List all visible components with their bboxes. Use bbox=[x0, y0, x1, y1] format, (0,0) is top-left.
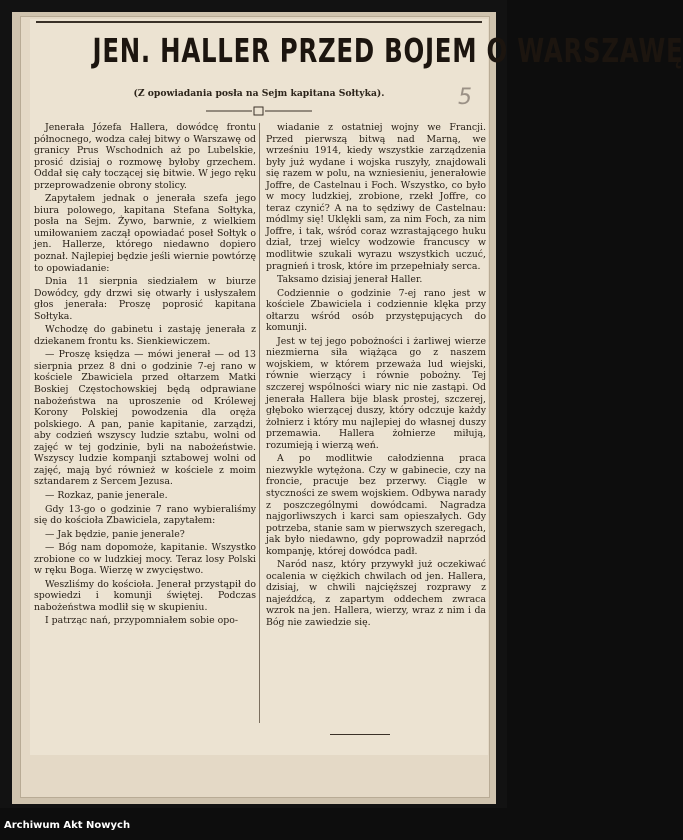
article-paragraph: A po modlitwie całodzienna praca niezwykle wytężona. Czy w gabinecie, czy na froncie, pracuje bez przerwy. Ciągle w styczności ze swem wojskiem. Odbywa narady z poszczególnymi dowódcami. Nagradza najgorliwszych i karci sam opieszałych. Gdy potrzeba, stanie sam w pierwszych szeregach, jak było niedawno, gdy poprowadził naprzód kompanję, której dowódca padł. bbox=[266, 453, 486, 557]
article-paragraph: — Jak będzie, panie jenerale? bbox=[45, 528, 185, 540]
article-paragraph: Codziennie o godzinie 7-ej rano jest w kościele Zbawiciela i codziennie klęka przy ołtarzu wśród osób przystępujących do komunji. bbox=[266, 287, 486, 334]
article-paragraph: — Rozkaz, panie jenerale. bbox=[45, 489, 168, 501]
article-paragraph: Gdy 13-go o godzinie 7 rano wybieraliśmy się do kościoła Zbawiciela, zapytałem: bbox=[34, 503, 256, 527]
archive-footer bbox=[0, 808, 507, 840]
column-divider bbox=[259, 123, 260, 723]
archive-label: Archiwum Akt Nowych bbox=[4, 820, 131, 831]
article-paragraph: Naród nasz, który przywykł już oczekiwać ocalenia w ciężkich chwilach od jen. Hallera, dzisiaj, w chwili najcięższej rozprawy z najeźdźcą, z zapartym oddechem zwraca wzrok na jen. Hallera, wierzy, wraz z nim i da Bóg nie zawiedzie się. bbox=[266, 559, 486, 628]
end-rule bbox=[330, 734, 390, 735]
article-paragraph: Dnia 11 sierpnia siedziałem w biurze Dowódcy, gdy drzwi się otwarły i usłyszałem głos jenerała: Proszę poprosić kapitana Sołtyka. bbox=[34, 276, 256, 322]
article-column-left bbox=[34, 122, 256, 629]
article-paragraph: wiadanie z ostatniej wojny we Francji. Przed pierwszą bitwą nad Marną, we wrześniu 1914, kiedy wszystkie zarządzenia były już wydane i wojska ruszyły, znajdowali się razem w polu, na wzniesieniu, jenerałowie Joffre, de Castelnau i Foch. Wszystko, co było w mocy ludzkiej, zrobione, rzekł Joffre, co teraz czynić? A na to sędziwy de Castelnau: módlmy się! Uklękli sam, za nim Foch, za nim Joffre, i tak, wśród coraz wzrastającego huku dział, trzej wielcy wodzowie francuscy w modlitwie szukali wyrazu wszystkich uczuć, pragnień i trosk, które im przepełniały serca. bbox=[266, 122, 486, 272]
article-paragraph: Weszliśmy do kościoła. Jenerał przystąpił do spowiedzi i komunji świętej. Podczas nabożeństwa modlił się w skupieniu. bbox=[34, 578, 256, 613]
article-subtitle: (Z opowiadania posła na Sejm kapitana Sołtyka). bbox=[133, 88, 385, 99]
article-column-right bbox=[266, 122, 486, 631]
article-paragraph: Jenerała Józefa Hallera, dowódcę frontu północnego, wodza całej bitwy o Warszawę od granicy Prus Wschodnich aż po Lubelskie, prosić dzisiaj o rozmowę byłoby grzechem. Oddał się cały toczącej się bitwie. W jego ręku przeprowadzenie obrony stolicy. bbox=[34, 122, 256, 191]
pencil-page-mark: 5 bbox=[458, 85, 472, 110]
newspaper-clipping bbox=[30, 19, 683, 755]
article-paragraph: — Proszę księdza — mówi jenerał — od 13 sierpnia przez 8 dni o godzinie 7-ej rano w kościele Zbawiciela przed ołtarzem Matki Boskiej Częstochowskiej będą odprawiane nabożeństwa na uproszenie od Królewej Korony Polskiej powodzenia dla oręża polskiego. A pan, panie kapitanie, zarządzi, aby codzień wszyscy ludzie sztabu, wolni od zajęć w tej godzinie, byli na nabożeństwie. Wszyscy ludzie kompanji sztabowej wolni od zajęć, mają być również w kościele z moim sztandarem z Sercem Jezusa. bbox=[34, 349, 256, 488]
article-paragraph: — Bóg nam dopomoże, kapitanie. Wszystko zrobione co w ludzkiej mocy. Teraz losy Polski w ręku Boga. Wierzę w zwycięstwo. bbox=[34, 542, 256, 577]
article-paragraph: Taksamo dzisiaj jenerał Haller. bbox=[277, 274, 423, 286]
ornament-divider bbox=[204, 105, 314, 117]
article-paragraph: Wchodzę do gabinetu i zastaję jenerała z dziekanem frontu ks. Sienkiewiczem. bbox=[34, 324, 256, 347]
article-paragraph: Zapytałem jednak o jenerała szefa jego biura polowego, kapitana Stefana Sołtyka, posła na Sejm. Żywo, barwnie, z wielkiem umiłowaniem zaczął opowiadać poseł Sołtyk o jen. Hallerze, którego niedawno dopiero poznał. Najlepiej będzie jeśli wiernie powtórzę to opowiadanie: bbox=[34, 193, 256, 274]
article-paragraph: I patrząc nań, przypomniałem sobie opo- bbox=[45, 615, 239, 627]
article-paragraph: Jest w tej jego pobożności i żarliwej wierze niezmierna siła wiążąca go z naszem wojskiem, w którem przeważa lud wiejski, równie wierzący i równie pobożny. Tej szczerej wspólności wiary nic nie zastąpi. Od jenerała Hallera bije blask prostej, szczerej, głęboko wierzącej duszy, który odczuje każdy żołnierz i który mu najlepiej do własnej duszy przemawia. Hallera żołnierze miłują, rozumieją i wierzą weń. bbox=[266, 335, 486, 451]
top-rule bbox=[36, 21, 482, 23]
article-headline: JEN. HALLER PRZED BOJEM O WARSZAWĘ bbox=[92, 31, 683, 70]
